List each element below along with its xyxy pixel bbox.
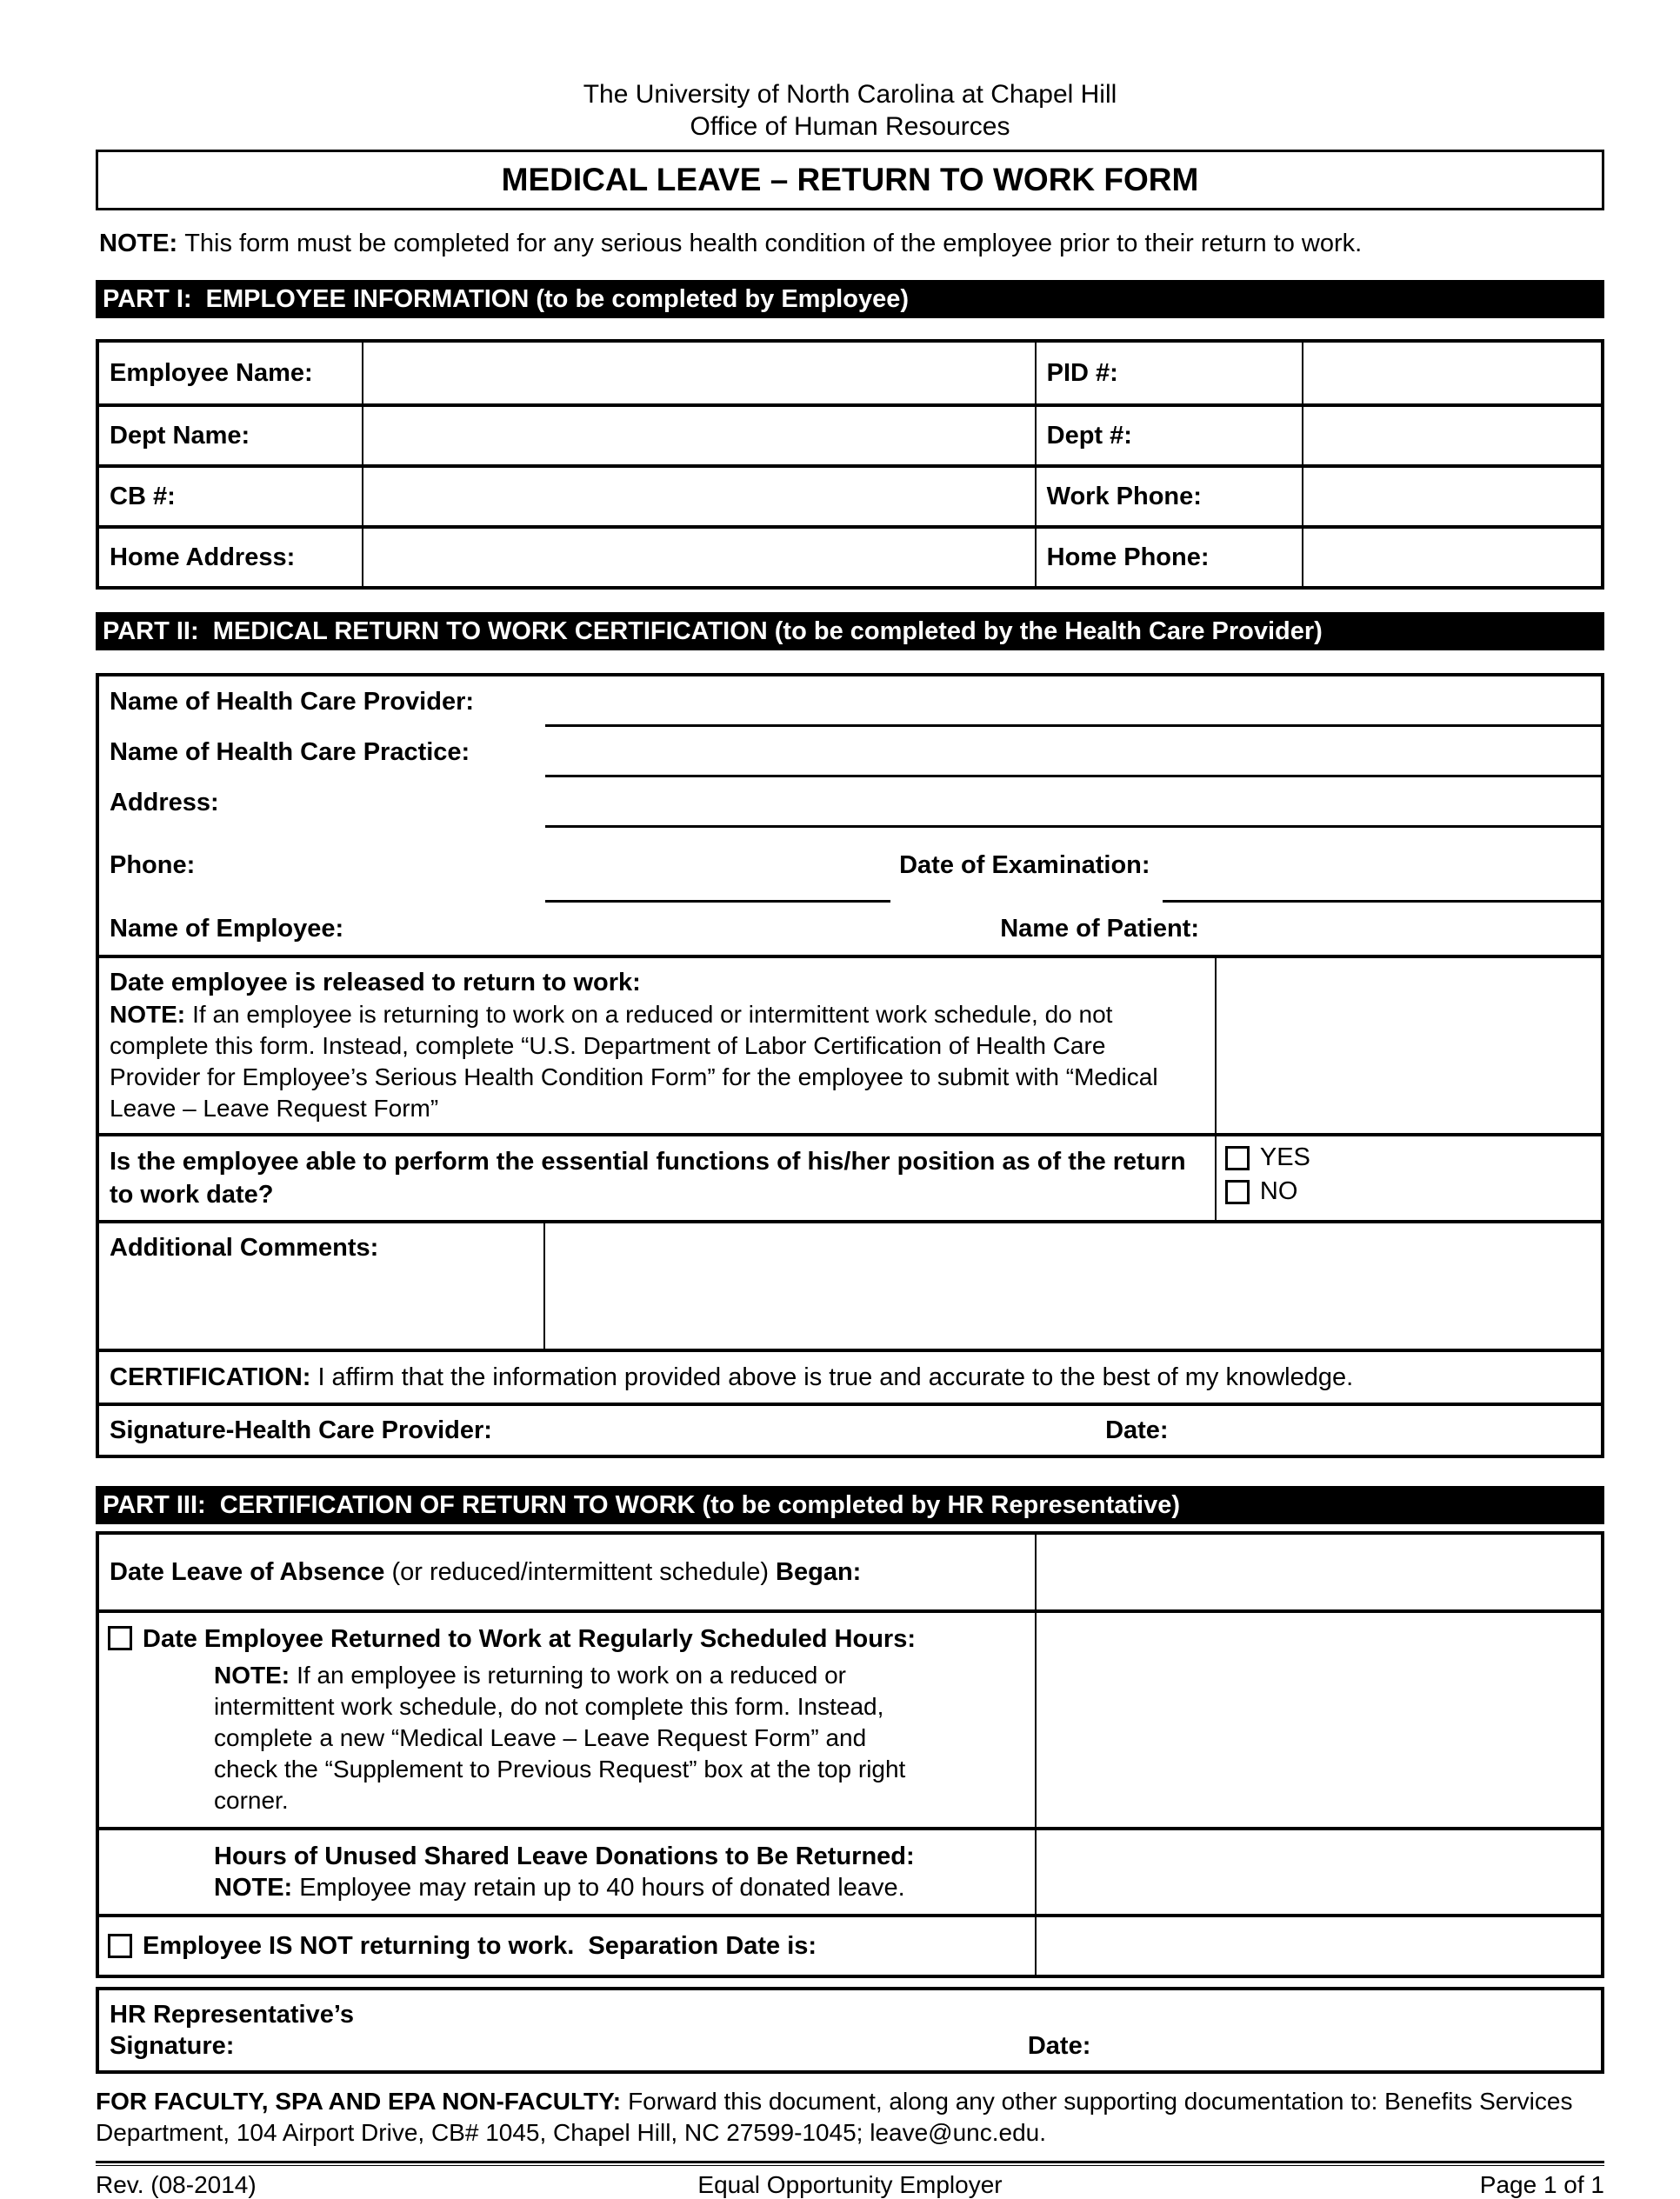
phone-exam-row [99, 828, 1601, 903]
essential-functions-question: Is the employee able to perform the essential functions of his/her position as of the return to work date? [99, 1136, 1217, 1220]
additional-comments-label: Additional Comments: [99, 1223, 545, 1349]
home-phone-field[interactable] [1303, 529, 1601, 586]
additional-comments-area[interactable] [545, 1223, 1601, 1349]
employee-patient-row [99, 903, 1601, 955]
shared-leave-row [99, 1827, 1601, 1914]
returned-to-work-label: Date Employee Returned to Work at Regularly Scheduled Hours: [143, 1625, 916, 1653]
release-note-text: If an employee is returning to work on a reduced or intermittent work schedule, do not complete this form. Instead, complete “U.S. Department of Labor Certification of Health Care Provider for Employee’s Serious Health Condition Form” for the employee to submit with “Medical Leave – Leave Request Form” [110, 1001, 1165, 1122]
part1-header-label: PART I: EMPLOYEE INFORMATION (to be completed by Employee) [103, 284, 909, 313]
part3-header-label: PART III: CERTIFICATION OF RETURN TO WORK (to be completed by HR Representative) [103, 1490, 1181, 1519]
footer-divider [96, 2161, 1604, 2166]
work-phone-field[interactable] [1303, 468, 1601, 525]
part1-header-bar [96, 280, 1604, 318]
part2-header-label: PART II: MEDICAL RETURN TO WORK CERTIFICATION (to be completed by the Health Care Provider) [103, 616, 1323, 645]
shared-leave-label: Hours of Unused Shared Leave Donations to Be Returned: [214, 1842, 915, 1870]
faculty-note-text: Forward this document, along any other supporting documentation to: Benefits Services Department, 104 Airport Drive, CB# 1045, Chapel Hill, NC 27599-1045; leave@unc.edu. [96, 2088, 1580, 2146]
faculty-note-label: FOR FACULTY, SPA AND EPA NON-FACULTY: [96, 2088, 622, 2115]
leave-began-label-normal: (or reduced/intermittent schedule) [391, 1557, 770, 1586]
patient-name-field[interactable] [1199, 903, 1601, 955]
leave-began-text [99, 1535, 1037, 1609]
revision-label: Rev. (08-2014) [96, 2171, 257, 2198]
additional-comments-row [99, 1220, 1601, 1349]
not-returning-label: Employee IS NOT returning to work. Separation Date is: [143, 1931, 817, 1960]
part2-header-bar [96, 612, 1604, 650]
table-row [99, 464, 1601, 525]
dept-name-label: Dept Name: [99, 407, 363, 464]
release-date-note [110, 999, 1201, 1124]
provider-name-label: Name of Health Care Provider: [110, 687, 475, 716]
home-address-label: Home Address: [99, 529, 363, 586]
release-note-label: NOTE: [110, 1001, 186, 1028]
hr-date-field[interactable] [1090, 2030, 1590, 2062]
practice-name-line[interactable] [545, 727, 1601, 777]
table-row [99, 525, 1601, 586]
no-checkbox[interactable] [1225, 1180, 1250, 1204]
cb-number-label: CB #: [99, 468, 363, 525]
release-date-label: Date employee is released to return to work: [110, 969, 641, 996]
pid-field[interactable] [1303, 343, 1601, 403]
org-name: The University of North Carolina at Chapel Hill [583, 80, 1117, 109]
table-row [99, 403, 1601, 464]
not-returning-checkbox[interactable] [108, 1934, 132, 1958]
separation-date-field[interactable] [1037, 1917, 1601, 1975]
practice-name-label: Name of Health Care Practice: [110, 737, 470, 766]
certification-text: I affirm that the information provided above is true and accurate to the best of my knowledge. [317, 1363, 1354, 1391]
table-row [99, 343, 1601, 403]
work-phone-label: Work Phone: [1037, 468, 1303, 525]
certification-label: CERTIFICATION: [110, 1363, 311, 1391]
dept-number-label: Dept #: [1037, 407, 1303, 464]
provider-phone-label: Phone: [110, 850, 196, 879]
shared-leave-note-text: Employee may retain up to 40 hours of donated leave. [299, 1874, 905, 1902]
release-date-row [99, 955, 1601, 1133]
part2-box [96, 673, 1604, 1458]
provider-name-line[interactable] [545, 676, 1601, 727]
certification-row [99, 1349, 1601, 1403]
shared-leave-note [214, 1872, 1026, 1903]
exam-date-label: Date of Examination: [899, 850, 1150, 879]
provider-name-row [99, 676, 1601, 727]
provider-address-line[interactable] [545, 777, 1601, 828]
faculty-forwarding-note [96, 2086, 1604, 2149]
provider-phone-line[interactable] [545, 828, 890, 903]
form-title: MEDICAL LEAVE – RETURN TO WORK FORM [501, 162, 1199, 197]
org-department: Office of Human Resources [690, 112, 1010, 141]
part1-table [96, 339, 1604, 590]
leave-began-field[interactable] [1037, 1535, 1601, 1609]
exam-date-line[interactable] [1163, 828, 1601, 903]
cb-number-field[interactable] [363, 468, 1037, 525]
returned-to-work-note [214, 1660, 927, 1816]
home-address-field[interactable] [363, 529, 1037, 586]
hr-representative-label: HR Representative’s [110, 2001, 354, 2029]
employee-name-field[interactable] [363, 343, 1037, 403]
leave-began-label-bold2: Began: [776, 1557, 862, 1586]
yes-no-cell [1217, 1136, 1601, 1220]
yes-checkbox[interactable] [1225, 1146, 1250, 1170]
returned-note-text: If an employee is returning to work on a reduced or intermittent work schedule, do not complete this form. Instead, complete a new “Medical Leave – Leave Request Form” and check the “Supplement to Previous Request” box at the top right corner. [214, 1662, 913, 1814]
yes-option [1225, 1143, 1601, 1172]
provider-address-row [99, 777, 1601, 828]
hr-signature-box [96, 1987, 1604, 2074]
no-label: NO [1259, 1177, 1298, 1205]
shared-leave-hours-field[interactable] [1037, 1830, 1601, 1914]
practice-name-row [99, 727, 1601, 777]
page-number-label: Page 1 of 1 [1479, 2171, 1604, 2198]
leave-began-row [99, 1535, 1601, 1609]
home-phone-label: Home Phone: [1037, 529, 1303, 586]
part3-header-bar [96, 1486, 1604, 1524]
yes-label: YES [1259, 1143, 1310, 1171]
not-returning-text [99, 1917, 1037, 1975]
returned-date-field[interactable] [1037, 1613, 1601, 1827]
note-label: NOTE: [99, 230, 178, 257]
provider-address-label: Address: [110, 788, 219, 816]
release-date-text [99, 958, 1217, 1133]
employee-name-label: Employee Name: [99, 343, 363, 403]
patient-name-label: Name of Patient: [1000, 914, 1200, 943]
release-date-field[interactable] [1217, 958, 1601, 1133]
hr-date-label: Date: [1027, 2032, 1091, 2060]
equal-opportunity-label: Equal Opportunity Employer [697, 2171, 1003, 2198]
form-title-box [96, 150, 1604, 210]
provider-date-label: Date: [1105, 1416, 1169, 1444]
pid-label: PID #: [1037, 343, 1303, 403]
footer-row [96, 2171, 1604, 2199]
returned-to-work-text [99, 1613, 1037, 1827]
dept-name-field[interactable] [363, 407, 1037, 464]
no-option [1225, 1177, 1601, 1206]
returned-to-work-row [99, 1609, 1601, 1827]
shared-leave-note-label: NOTE: [214, 1874, 293, 1902]
provider-signature-row [99, 1403, 1601, 1455]
not-returning-row [99, 1914, 1601, 1975]
form-note [96, 228, 1604, 259]
hr-signature-line [110, 2030, 1590, 2062]
hr-signature-label: Signature: [110, 2032, 235, 2060]
dept-number-field[interactable] [1303, 407, 1601, 464]
returned-to-work-checkbox[interactable] [108, 1626, 132, 1650]
part3-table [96, 1531, 1604, 1978]
returned-note-label: NOTE: [214, 1662, 290, 1689]
essential-functions-row [99, 1133, 1601, 1220]
leave-began-label-bold1: Date Leave of Absence [110, 1557, 385, 1586]
shared-leave-text [99, 1830, 1037, 1914]
employee-name2-label: Name of Employee: [110, 914, 344, 943]
note-text: This form must be completed for any serious health condition of the employee prior to their return to work. [184, 230, 1363, 257]
provider-signature-label: Signature-Health Care Provider: [110, 1416, 492, 1444]
returned-to-work-option [108, 1623, 1026, 1655]
